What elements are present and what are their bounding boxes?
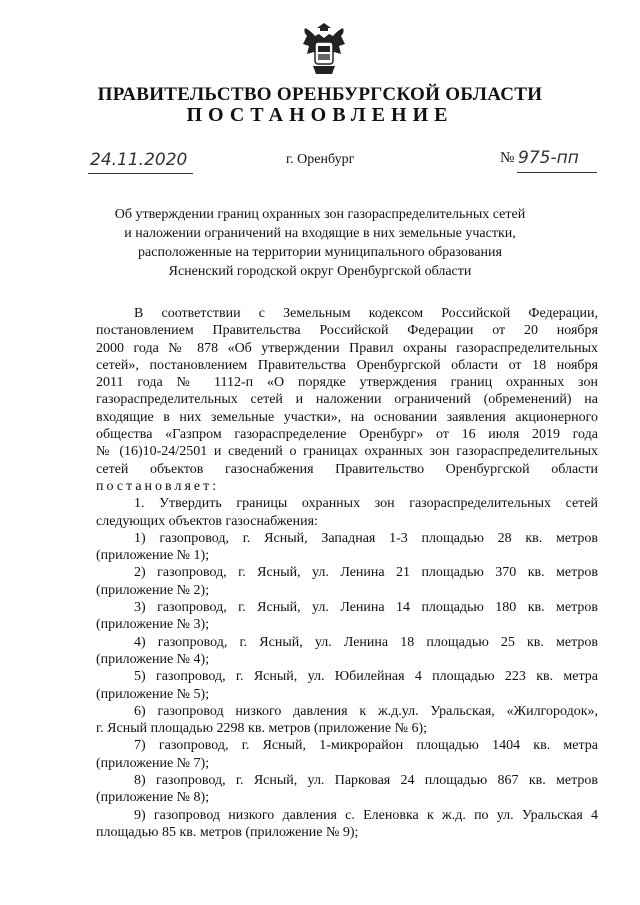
decree-date: 24.11.2020: [90, 150, 188, 170]
title-line: Ясненский городской округ Оренбургской области: [168, 264, 472, 279]
body-line: (приложение № 7);: [96, 755, 210, 771]
title-line: Об утверждении границ охранных зон газораспределительных сетей: [114, 207, 526, 222]
title-line: и наложении ограничений на входящие в них земельные участки,: [124, 226, 516, 241]
body-line: (приложение № 4);: [96, 651, 210, 667]
body-line: 9) газопровод низкого давления с. Еленовка к ж.д. по ул. Уральская 4: [134, 807, 598, 823]
body-line: сетей объектов газоснабжения Правительство Оренбургской области: [96, 461, 598, 477]
date-underline: [88, 173, 193, 174]
body-line: г. Ясный площадью 2298 кв. метров (приложение № 6);: [96, 721, 428, 737]
body-line: площадью 85 кв. метров (приложение № 9);: [96, 824, 359, 840]
document-body: [96, 305, 598, 841]
decree-number: 975-пп: [518, 148, 579, 168]
body-line: 1) газопровод, г. Ясный, Западная 1-3 площадью 28 кв. метров: [134, 530, 598, 546]
body-line: входящие в них земельные участки», на основании заявления акционерного: [96, 409, 598, 425]
city: г. Оренбург: [286, 152, 355, 167]
body-line: 7) газопровод, г. Ясный, 1-микрорайон площадью 1404 кв. метра: [134, 738, 598, 754]
number-underline: [517, 172, 597, 173]
title-line: расположенные на территории муниципального образования: [138, 245, 502, 260]
body-line: 3) газопровод, г. Ясный, ул. Ленина 14 площадью 180 кв. метров: [134, 600, 598, 616]
body-line: газораспределительных сетей и наложении ограничений (обременений) на: [96, 392, 598, 408]
body-line: (приложение № 3);: [96, 617, 210, 633]
body-line: следующих объектов газоснабжения:: [96, 513, 318, 529]
body-line: (приложение № 5);: [96, 686, 210, 702]
body-line: (приложение № 1);: [96, 548, 210, 564]
coat-of-arms-icon: [301, 22, 347, 76]
body-line: 2) газопровод, г. Ясный, ул. Ленина 21 площадью 370 кв. метров: [134, 565, 598, 581]
body-line: В соответствии с Земельным кодексом Российской Федерации,: [134, 306, 598, 321]
body-line: 2011 года № 1112-п «О порядке утверждения границ охранных зон: [96, 375, 598, 391]
body-line: № (16)10-24/2501 и сведений о границах охранных зон газораспределительных: [96, 444, 598, 460]
body-line: постановляет:: [96, 478, 220, 494]
government-name: ПРАВИТЕЛЬСТВО ОРЕНБУРГСКОЙ ОБЛАСТИ: [97, 84, 543, 105]
body-line: общества «Газпром газораспределение Оренбург» от 16 июля 2019 года: [96, 427, 598, 443]
body-line: 5) газопровод, г. Ясный, ул. Юбилейная 4 площадью 223 кв. метра: [134, 669, 598, 685]
body-line: постановлением Правительства Российской Федерации от 20 ноября: [96, 323, 598, 339]
body-line: 4) газопровод, г. Ясный, ул. Ленина 18 площадью 25 кв. метров: [134, 634, 598, 650]
body-line: 2000 года № 878 «Об утверждении Правил охраны газораспределительных: [96, 340, 598, 356]
body-line: сетей», постановлением Правительства Оренбургской области от 18 ноября: [96, 357, 598, 373]
body-line: 6) газопровод низкого давления к ж.д.ул. Уральская, «Жилгородок»,: [134, 703, 598, 719]
number-label: №: [500, 150, 515, 166]
body-line: (приложение № 2);: [96, 582, 210, 598]
body-line: 1. Утвердить границы охранных зон газораспределительных сетей: [134, 496, 598, 512]
document-title: [0, 205, 640, 281]
body-line: (приложение № 8);: [96, 790, 210, 806]
body-line: 8) газопровод, г. Ясный, ул. Парковая 24 площадью 867 кв. метров: [134, 773, 598, 789]
document-type: ПОСТАНОВЛЕНИЕ: [186, 104, 454, 126]
